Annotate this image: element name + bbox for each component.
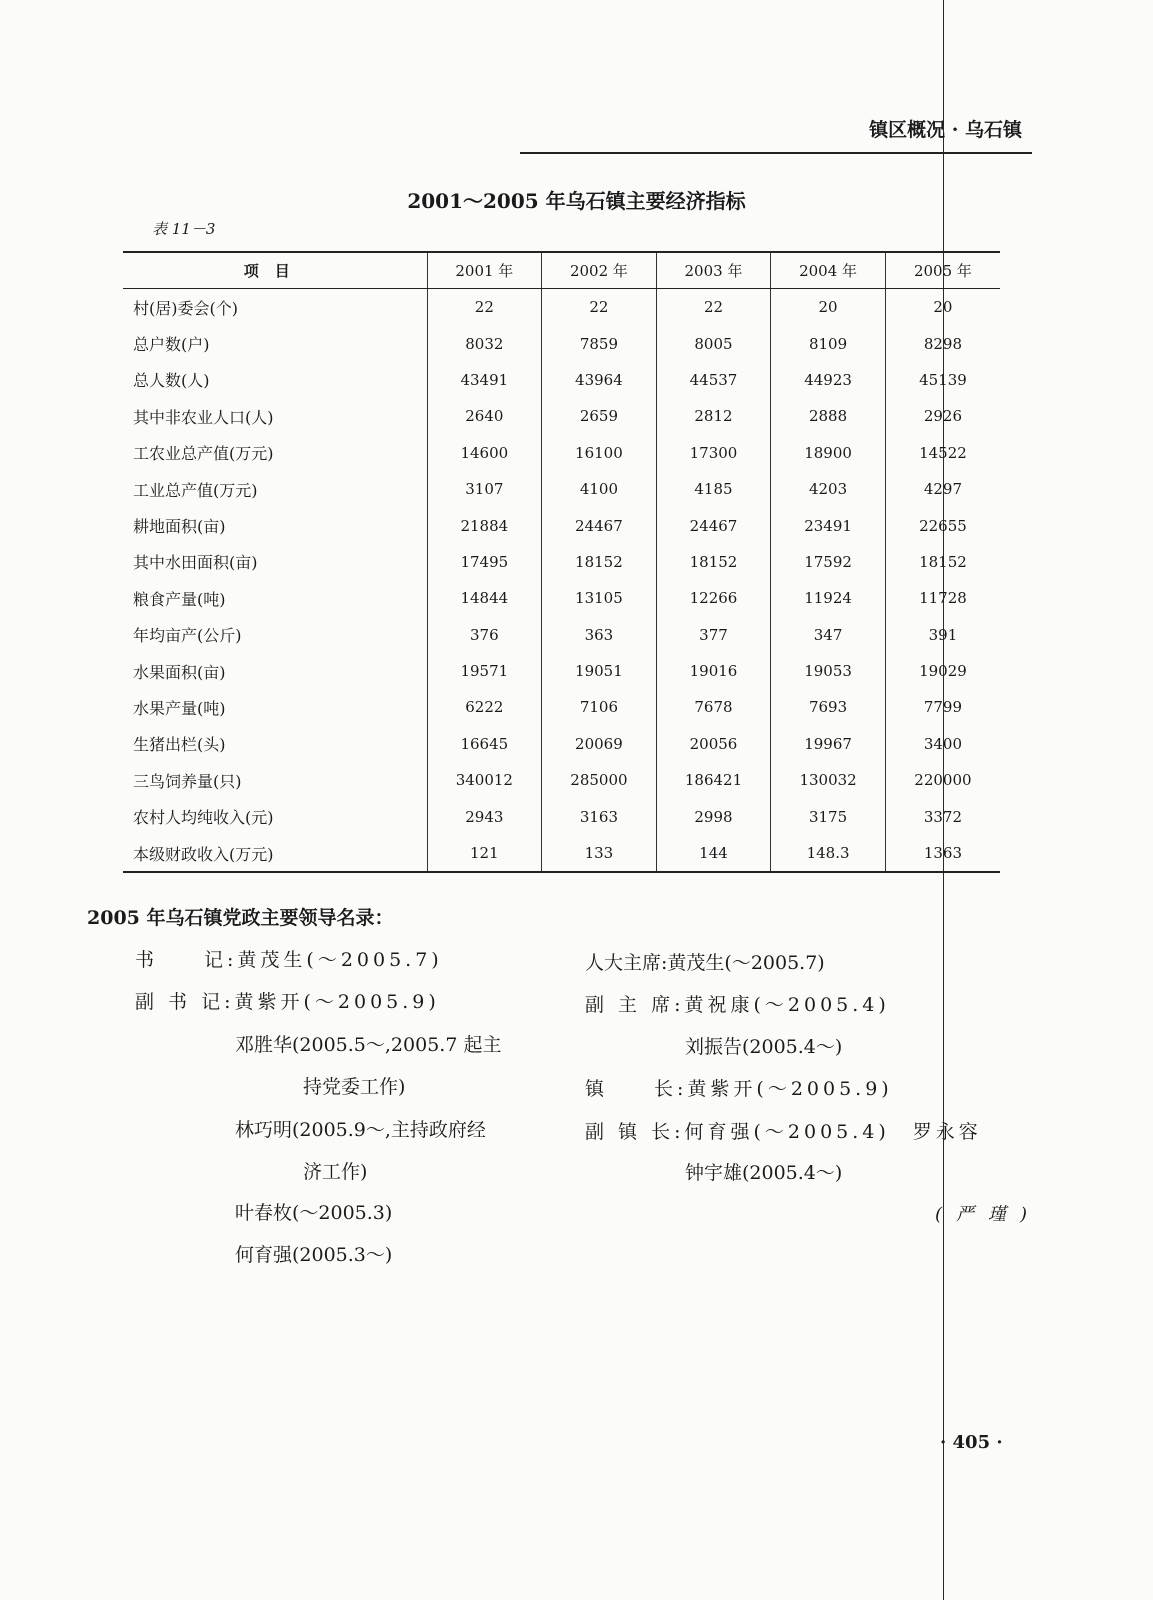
row-item-label: 村(居)委会(个) <box>133 298 238 318</box>
table-row <box>123 471 1000 507</box>
table-row <box>123 798 1000 834</box>
table-cell: 1363 <box>885 835 1000 872</box>
table-cell: 13105 <box>542 580 657 616</box>
table-row <box>123 507 1000 543</box>
row-item-label: 总人数(人) <box>133 371 210 391</box>
table-cell: 3400 <box>885 726 1000 762</box>
table-cell: 45139 <box>885 362 1000 398</box>
year-column-header: 2001 年 <box>427 252 542 289</box>
table-row <box>123 362 1000 398</box>
leader-line: 副 书 记:黄紫开(～2005.9) <box>135 991 440 1013</box>
table-cell: 4203 <box>771 471 886 507</box>
table-cell: 43491 <box>427 362 542 398</box>
table-cell: 8109 <box>771 325 886 361</box>
table-cell: 18900 <box>771 435 886 471</box>
table-cell: 4100 <box>542 471 657 507</box>
table-header-row <box>123 252 1000 289</box>
table-cell: 18152 <box>542 544 657 580</box>
table-cell: 2943 <box>427 798 542 834</box>
row-item-label: 生猪出栏(头) <box>133 735 226 755</box>
item-column-header: 项目 <box>123 252 427 289</box>
row-item-label: 年均亩产(公斤) <box>133 626 242 646</box>
row-item-label: 其中非农业人口(人) <box>133 407 274 427</box>
leader-line: 持党委工作) <box>303 1076 406 1098</box>
row-item-label: 耕地面积(亩) <box>133 517 226 537</box>
leader-line: 人大主席:黄茂生(～2005.7) <box>585 952 825 974</box>
table-cell: 7859 <box>542 325 657 361</box>
row-item-label: 农村人均纯收入(元) <box>133 808 274 828</box>
leader-line: 刘振告(2005.4～) <box>685 1036 843 1058</box>
table-row <box>123 653 1000 689</box>
leader-line: 林巧明(2005.9～,主持政府经 <box>235 1119 486 1141</box>
row-item-label: 水果产量(吨) <box>133 698 226 718</box>
table-cell: 6222 <box>427 689 542 725</box>
row-item-label: 三鸟饲养量(只) <box>133 771 242 791</box>
table-cell: 11924 <box>771 580 886 616</box>
table-cell: 14522 <box>885 435 1000 471</box>
table-cell: 21884 <box>427 507 542 543</box>
table-cell: 19967 <box>771 726 886 762</box>
table-cell: 17592 <box>771 544 886 580</box>
table-row <box>123 617 1000 653</box>
leaders-heading: 2005 年乌石镇党政主要领导名录： <box>87 907 394 929</box>
table-cell: 3107 <box>427 471 542 507</box>
table-number: 表 11－3 <box>152 220 216 238</box>
table-cell: 347 <box>771 617 886 653</box>
leader-line: 济工作) <box>303 1161 368 1183</box>
table-cell: 18152 <box>656 544 771 580</box>
row-item-label: 本级财政收入(万元) <box>123 835 427 872</box>
table-row <box>123 289 1000 326</box>
table-cell: 376 <box>427 617 542 653</box>
running-header: 镇区概况 · 乌石镇 <box>869 119 1022 141</box>
table-row <box>123 435 1000 471</box>
table-cell: 4297 <box>885 471 1000 507</box>
table-cell: 8298 <box>885 325 1000 361</box>
row-item-label: 工业总产值(万元) <box>133 480 258 500</box>
table-cell: 20069 <box>542 726 657 762</box>
table-cell: 19029 <box>885 653 1000 689</box>
table-cell: 2640 <box>427 398 542 434</box>
table-cell: 20 <box>771 289 886 326</box>
table-cell: 3175 <box>771 798 886 834</box>
header-rule <box>520 152 1032 154</box>
table-cell: 3163 <box>542 798 657 834</box>
author-byline: (严瑾) <box>935 1204 1042 1225</box>
table-cell: 4185 <box>656 471 771 507</box>
table-cell: 16100 <box>542 435 657 471</box>
table-cell: 11728 <box>885 580 1000 616</box>
row-item-label: 工农业总产值(万元) <box>133 444 274 464</box>
leader-line: 邓胜华(2005.5～,2005.7 起主 <box>235 1034 502 1056</box>
table-cell: 22 <box>427 289 542 326</box>
row-item-label: 总户数(户) <box>133 335 210 355</box>
leader-line: 何育强(2005.3～) <box>235 1244 393 1266</box>
leader-line: 书 记:黄茂生(～2005.7) <box>135 949 443 971</box>
row-item-label: 水果面积(亩) <box>133 662 226 682</box>
table-body <box>123 289 1000 873</box>
table-cell: 130032 <box>771 762 886 798</box>
table-cell: 24467 <box>542 507 657 543</box>
economic-indicators-table <box>123 251 1000 873</box>
table-cell: 2888 <box>771 398 886 434</box>
table-cell: 24467 <box>656 507 771 543</box>
table-cell: 186421 <box>656 762 771 798</box>
table-cell: 44923 <box>771 362 886 398</box>
leader-line: 钟宇雄(2005.4～) <box>685 1162 843 1184</box>
page-number: · 405 · <box>940 1432 1003 1453</box>
row-item-label: 粮食产量(吨) <box>133 589 226 609</box>
table-cell: 17300 <box>656 435 771 471</box>
table-row <box>123 325 1000 361</box>
leader-line: 副 主 席:黄祝康(～2005.4) <box>585 994 890 1016</box>
table-cell: 391 <box>885 617 1000 653</box>
table-cell: 340012 <box>427 762 542 798</box>
table-row <box>123 762 1000 798</box>
table-cell: 22 <box>542 289 657 326</box>
leader-line: 副 镇 长:何育强(～2005.4) 罗永容 <box>585 1121 982 1143</box>
year-column-header: 2005 年 <box>885 252 1000 289</box>
table-row <box>123 398 1000 434</box>
table-cell: 2998 <box>656 798 771 834</box>
table-cell: 363 <box>542 617 657 653</box>
table-cell: 377 <box>656 617 771 653</box>
table-cell: 2812 <box>656 398 771 434</box>
table-title: 2001～2005 年乌石镇主要经济指标 <box>407 189 746 213</box>
table-cell: 7106 <box>542 689 657 725</box>
table-cell: 18152 <box>885 544 1000 580</box>
table-cell: 220000 <box>885 762 1000 798</box>
table-cell: 12266 <box>656 580 771 616</box>
table-cell: 3372 <box>885 798 1000 834</box>
table-cell: 285000 <box>542 762 657 798</box>
table-cell: 19571 <box>427 653 542 689</box>
table-row <box>123 689 1000 725</box>
table-cell: 44537 <box>656 362 771 398</box>
table-cell: 20 <box>885 289 1000 326</box>
table-cell: 14600 <box>427 435 542 471</box>
table-cell: 16645 <box>427 726 542 762</box>
table-cell: 19051 <box>542 653 657 689</box>
table-row <box>123 726 1000 762</box>
table-cell: 8005 <box>656 325 771 361</box>
table-cell: 2659 <box>542 398 657 434</box>
leader-line: 镇 长:黄紫开(～2005.9) <box>585 1078 893 1100</box>
table-cell: 133 <box>542 835 657 872</box>
table-cell: 23491 <box>771 507 886 543</box>
year-column-header: 2002 年 <box>542 252 657 289</box>
row-item-label: 其中水田面积(亩) <box>133 553 258 573</box>
table-cell: 7678 <box>656 689 771 725</box>
table-cell: 7693 <box>771 689 886 725</box>
table-row <box>123 835 1000 872</box>
leader-line: 叶春枚(～2005.3) <box>235 1202 393 1224</box>
table-cell: 19016 <box>656 653 771 689</box>
year-column-header: 2003 年 <box>656 252 771 289</box>
year-column-header: 2004 年 <box>771 252 886 289</box>
table-row <box>123 544 1000 580</box>
table-cell: 148.3 <box>771 835 886 872</box>
table-cell: 22655 <box>885 507 1000 543</box>
table-cell: 17495 <box>427 544 542 580</box>
table-cell: 7799 <box>885 689 1000 725</box>
table-cell: 19053 <box>771 653 886 689</box>
table-cell: 8032 <box>427 325 542 361</box>
table-cell: 144 <box>656 835 771 872</box>
table-cell: 43964 <box>542 362 657 398</box>
table-cell: 2926 <box>885 398 1000 434</box>
table-cell: 121 <box>427 835 542 872</box>
table-cell: 14844 <box>427 580 542 616</box>
table-cell: 22 <box>656 289 771 326</box>
table-row <box>123 580 1000 616</box>
table-cell: 20056 <box>656 726 771 762</box>
